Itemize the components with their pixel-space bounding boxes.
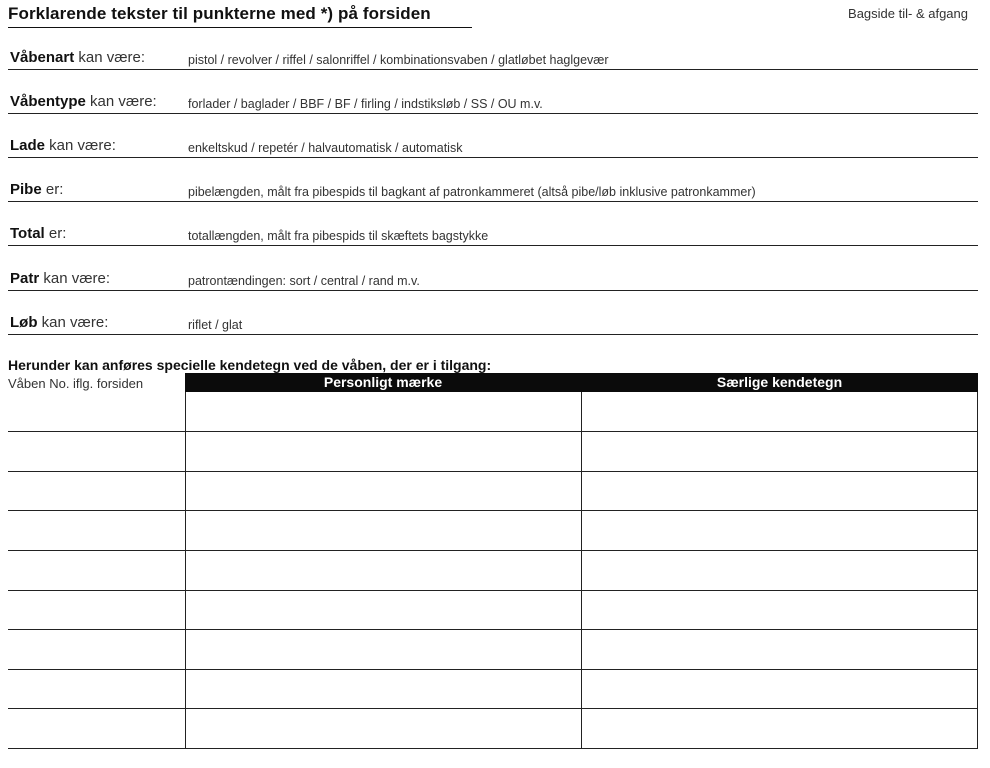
definition-term: Lade kan være: [10, 137, 116, 154]
table-row[interactable] [8, 471, 978, 472]
table-row[interactable] [8, 590, 978, 591]
definition-term: Pibe er: [10, 181, 64, 198]
definition-row [8, 177, 978, 202]
definition-value: enkeltskud / repetér / halvautomatisk / automatisk [188, 141, 463, 155]
table-row[interactable] [8, 510, 978, 511]
column-divider [977, 392, 978, 749]
definition-value: forlader / baglader / BBF / BF / firling / indstiksløb / SS / OU m.v. [188, 97, 543, 111]
definition-row [8, 89, 978, 114]
definition-row [8, 266, 978, 291]
table-row[interactable] [8, 431, 978, 432]
definition-value: patrontændingen: sort / central / rand m.v. [188, 274, 420, 288]
table-row[interactable] [8, 748, 978, 749]
page-note: Bagside til- & afgang [848, 6, 968, 21]
table-row[interactable] [8, 708, 978, 709]
table-row[interactable] [8, 629, 978, 630]
definition-row [8, 133, 978, 158]
definition-value: pibelængden, målt fra pibespids til bagkant af patronkammeret (altså pibe/løb inklusive patronkammer) [188, 185, 756, 199]
definition-row [8, 221, 978, 246]
section-heading: Herunder kan anføres specielle kendetegn ved de våben, der er i tilgang: [8, 357, 492, 373]
table-body [8, 392, 978, 749]
column-header-personal-mark: Personligt mærke [323, 374, 443, 390]
table-row[interactable] [8, 550, 978, 551]
definition-row [8, 45, 978, 70]
table-row[interactable] [8, 669, 978, 670]
definition-value: riflet / glat [188, 318, 243, 332]
page-title: Forklarende tekster til punkterne med *) på forsiden [8, 4, 431, 23]
definition-row [8, 310, 978, 335]
definition-term: Våbentype kan være: [10, 93, 157, 110]
column-header-weapon-no: Våben No. iflg. forsiden [8, 376, 144, 391]
definition-value: pistol / revolver / riffel / salonriffel / kombinationsvaben / glatløbet haglgevær [188, 53, 609, 67]
title-underline [8, 27, 472, 28]
column-divider [581, 392, 582, 749]
column-header-special-features: Særlige kendetegn [716, 374, 843, 390]
column-divider [185, 392, 186, 749]
definition-value: totallængden, målt fra pibespids til skæftets bagstykke [188, 229, 489, 243]
definition-term: Våbenart kan være: [10, 49, 146, 66]
definition-term: Total er: [10, 225, 67, 242]
definition-term: Løb kan være: [10, 314, 109, 331]
table-header-bar [185, 373, 978, 392]
definition-term: Patr kan være: [10, 270, 111, 287]
